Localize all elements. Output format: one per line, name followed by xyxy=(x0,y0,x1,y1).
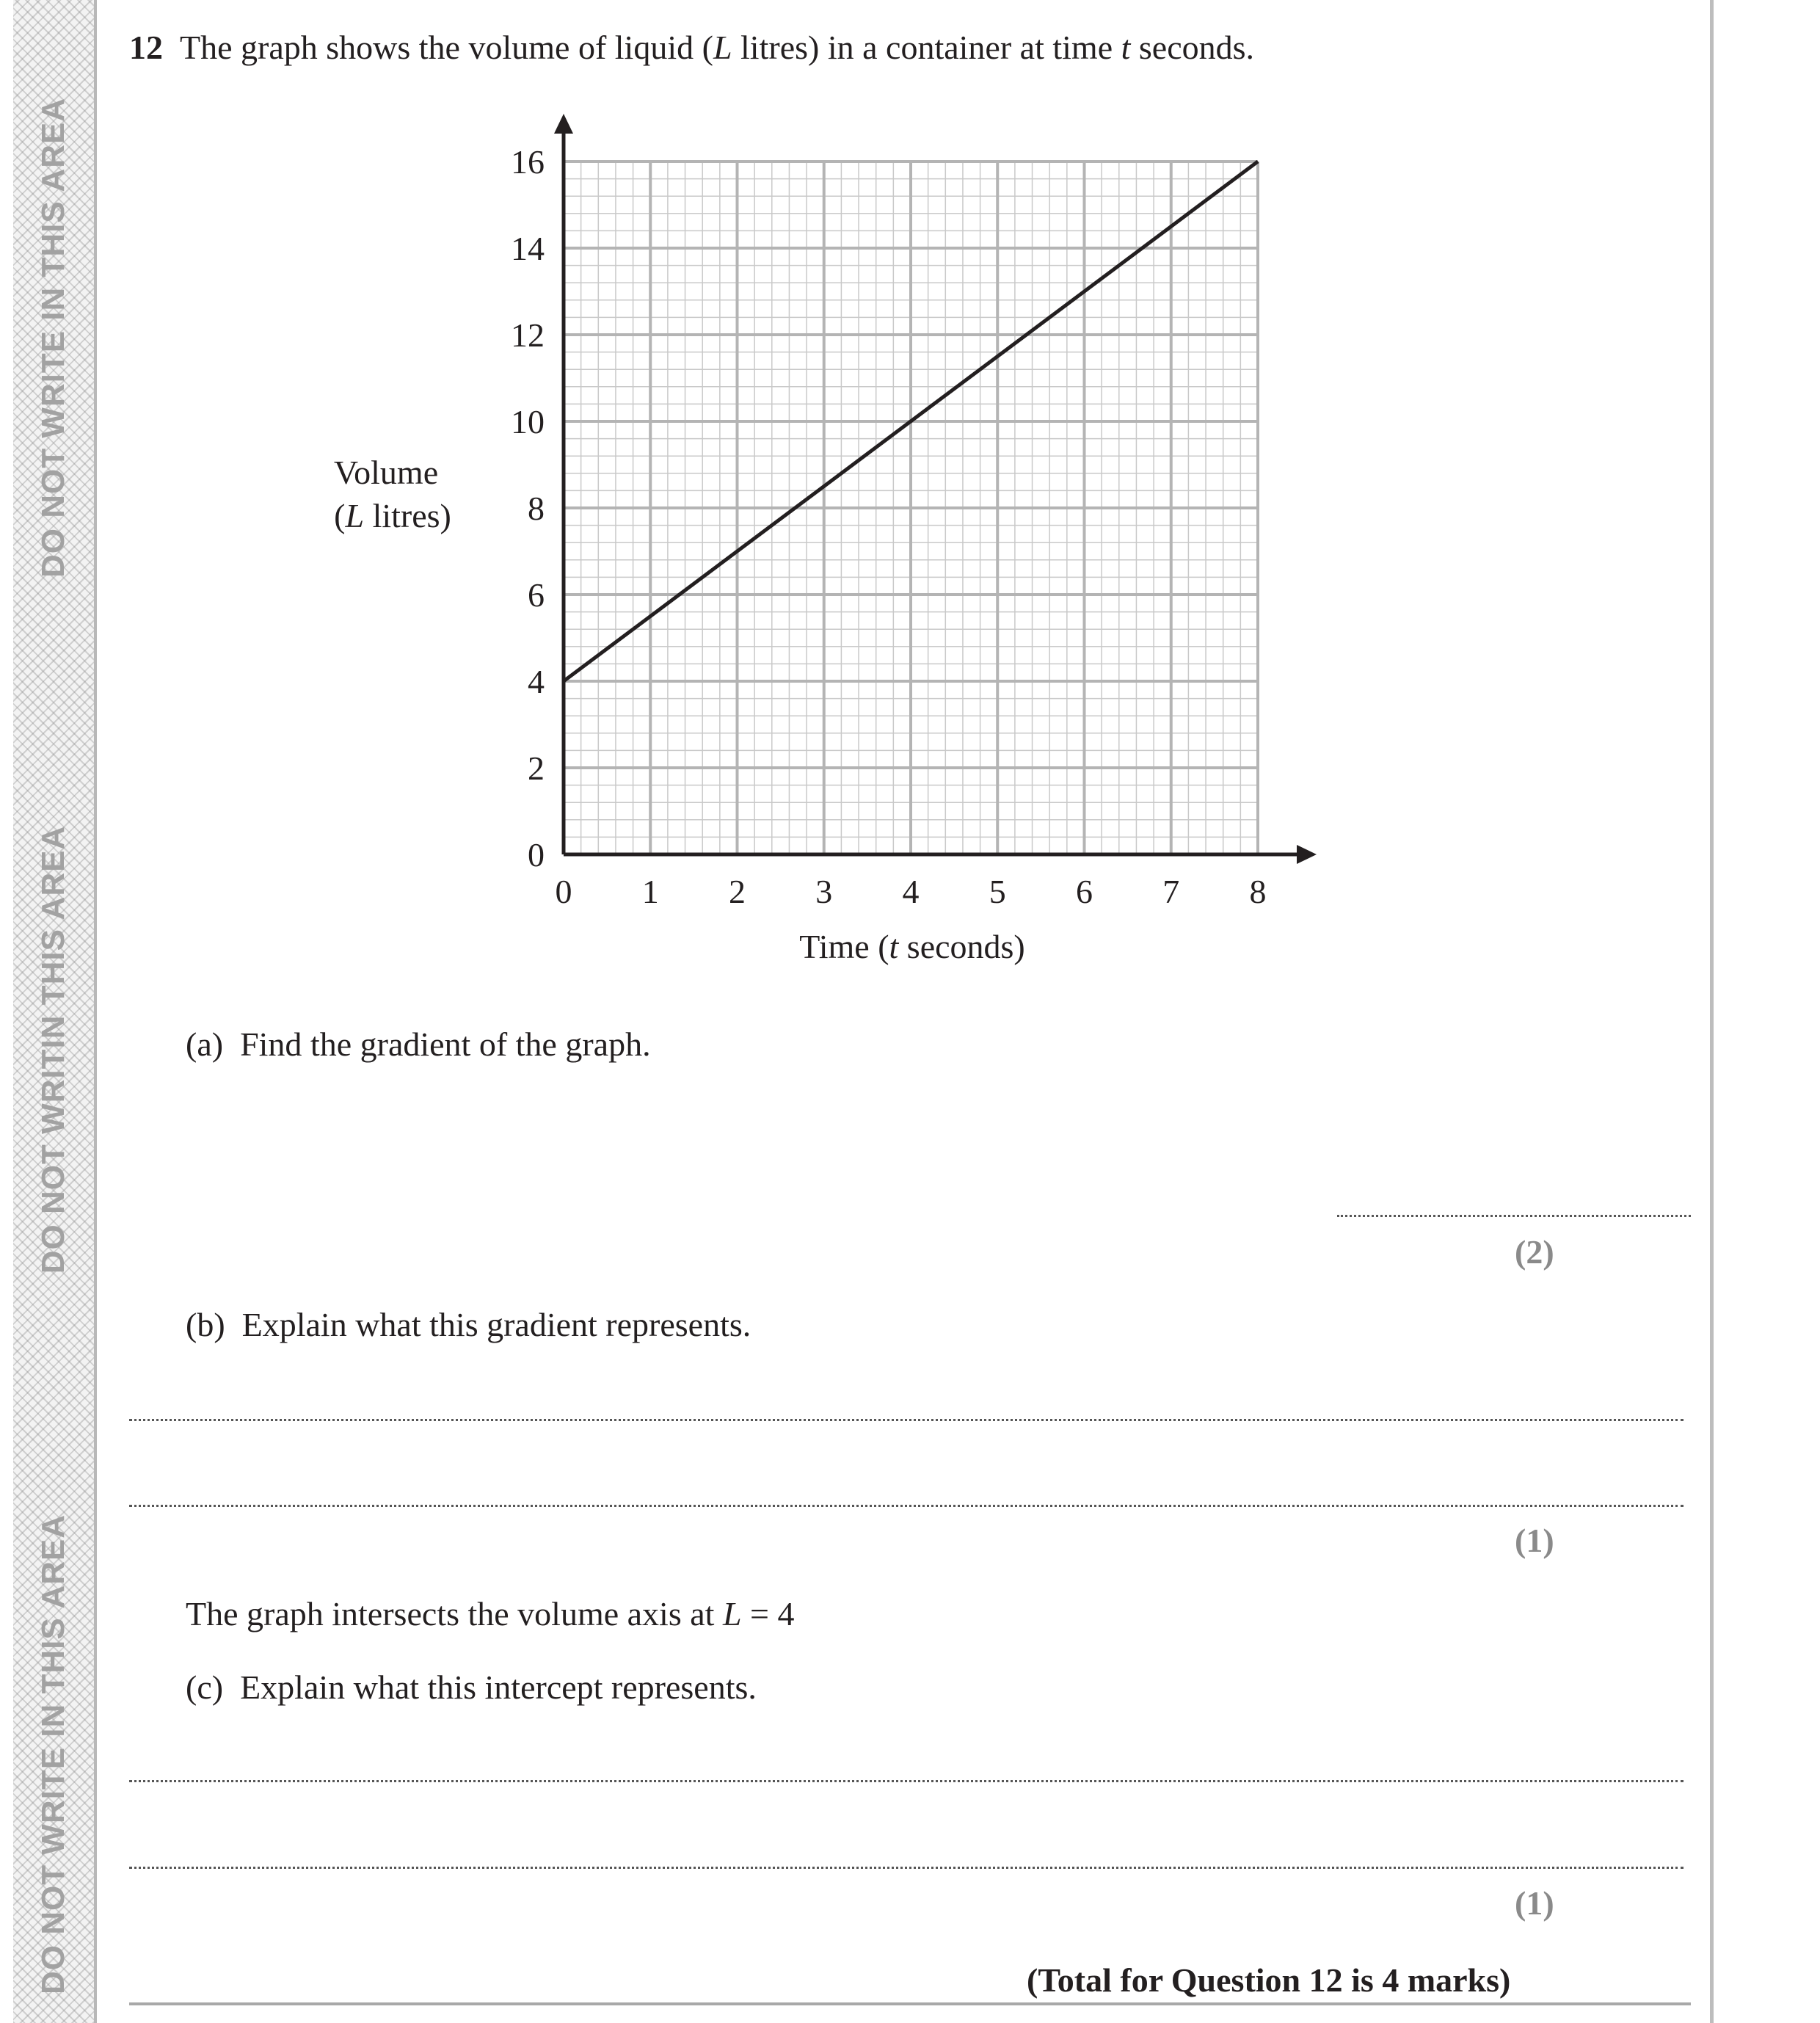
x-tick-label: 6 xyxy=(1076,873,1093,910)
y-tick-label: 16 xyxy=(511,143,545,181)
answer-line-a[interactable] xyxy=(1337,1215,1691,1217)
x-tick-label: 8 xyxy=(1249,873,1267,910)
intercept-statement: The graph intersects the volume axis at L = 4 xyxy=(186,1595,795,1632)
answer-line-b-1[interactable] xyxy=(129,1419,1684,1421)
part-b-marks: (1) xyxy=(1515,1522,1554,1559)
axes xyxy=(554,114,1317,864)
tick-labels xyxy=(511,143,1267,910)
answer-line-c-1[interactable] xyxy=(129,1780,1684,1782)
part-c-text: Explain what this intercept represents. xyxy=(240,1668,757,1706)
question-total: (Total for Question 12 is 4 marks) xyxy=(1027,1961,1511,1999)
volume-time-graph xyxy=(0,0,1820,984)
part-b-question xyxy=(186,1308,751,1342)
x-tick-label: 7 xyxy=(1162,873,1180,910)
margin-warning-middle: DO NOT WRITIN THIS AREA xyxy=(35,825,72,1274)
y-tick-label: 4 xyxy=(528,663,545,700)
margin-warning-bottom: DO NOT WRITE IN THIS AREA xyxy=(35,1514,71,1995)
answer-line-c-2[interactable] xyxy=(129,1867,1684,1869)
y-axis-title-line2: (L litres) xyxy=(334,497,451,534)
x-axis-arrow xyxy=(1297,845,1317,864)
y-tick-label: 10 xyxy=(511,403,545,440)
y-tick-label: 6 xyxy=(528,576,545,614)
part-a-question xyxy=(186,1025,651,1063)
question-stem: 12 The graph shows the volume of liquid (L litres) in a container at time t seconds. xyxy=(129,29,1255,66)
part-a-marks: (2) xyxy=(1515,1233,1554,1271)
y-tick-label: 8 xyxy=(528,490,545,527)
part-c-marks: (1) xyxy=(1515,1884,1554,1922)
x-tick-label: 4 xyxy=(902,873,920,910)
question-end-rule xyxy=(129,2002,1691,2005)
x-tick-label: 3 xyxy=(815,873,833,910)
x-tick-label: 2 xyxy=(729,873,746,910)
part-c-label: (c) xyxy=(186,1668,224,1706)
part-b-label: (b) xyxy=(186,1306,225,1343)
x-tick-label: 0 xyxy=(555,873,572,910)
margin-warning-top: DO NOT WRITE IN THIS AREA xyxy=(35,97,71,578)
y-tick-label: 14 xyxy=(511,230,545,267)
y-tick-label: 2 xyxy=(528,749,545,787)
y-axis-arrow xyxy=(554,114,573,134)
part-a-label: (a) xyxy=(186,1025,224,1063)
part-c-question xyxy=(186,1668,757,1706)
y-tick-label: 0 xyxy=(528,836,545,874)
part-b-text: Explain what this gradient represents. xyxy=(241,1306,751,1343)
question-number: 12 xyxy=(129,29,163,66)
x-tick-label: 1 xyxy=(641,873,659,910)
answer-line-b-2[interactable] xyxy=(129,1505,1684,1507)
y-tick-label: 12 xyxy=(511,316,545,354)
x-tick-label: 5 xyxy=(989,873,1006,910)
x-axis-title: Time (t seconds) xyxy=(799,928,1025,965)
part-a-text: Find the gradient of the graph. xyxy=(240,1025,651,1063)
y-axis-title-line1: Volume xyxy=(333,454,439,491)
